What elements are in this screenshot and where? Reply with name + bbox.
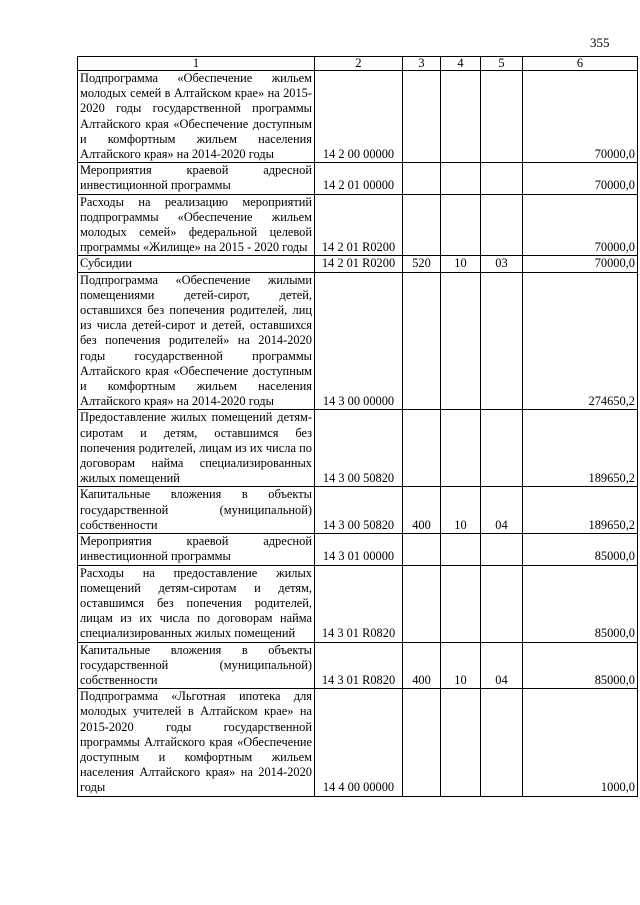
row-subsection: 03 bbox=[481, 256, 523, 272]
column-header: 3 bbox=[403, 57, 441, 71]
table-row bbox=[78, 410, 638, 487]
page-number: 355 bbox=[590, 35, 610, 50]
row-name: Расходы на предоставление жилых помещений детям-сиротам и детям, оставшимся без попечения родителей, лицам из их числа по договорам найма специализированных жилых помещений bbox=[78, 565, 315, 642]
table-row bbox=[78, 642, 638, 689]
row-expense-type bbox=[403, 194, 441, 256]
row-amount: 85000,0 bbox=[523, 565, 638, 642]
row-target-code: 14 3 00 50820 bbox=[315, 410, 403, 487]
row-amount: 70000,0 bbox=[523, 163, 638, 194]
row-section bbox=[441, 534, 481, 565]
row-expense-type bbox=[403, 689, 441, 796]
row-name: Мероприятия краевой адресной инвестиционной программы bbox=[78, 163, 315, 194]
row-target-code: 14 2 01 R0200 bbox=[315, 194, 403, 256]
row-subsection bbox=[481, 689, 523, 796]
table-row bbox=[78, 689, 638, 796]
row-expense-type bbox=[403, 71, 441, 163]
row-amount: 85000,0 bbox=[523, 642, 638, 689]
row-name: Предоставление жилых помещений детям-сиротам и детям, оставшимся без попечения родителей, лицам из их числа по договорам найма специализированных жилых помещений bbox=[78, 410, 315, 487]
table-body bbox=[78, 71, 638, 797]
table-header bbox=[78, 57, 638, 71]
table-row bbox=[78, 534, 638, 565]
row-name: Мероприятия краевой адресной инвестиционной программы bbox=[78, 534, 315, 565]
row-amount: 189650,2 bbox=[523, 410, 638, 487]
column-header: 4 bbox=[441, 57, 481, 71]
row-name: Капитальные вложения в объекты государственной (муниципальной) собственности bbox=[78, 487, 315, 534]
row-subsection bbox=[481, 565, 523, 642]
row-subsection: 04 bbox=[481, 487, 523, 534]
table-row bbox=[78, 256, 638, 272]
table-row bbox=[78, 194, 638, 256]
row-target-code: 14 3 01 R0820 bbox=[315, 565, 403, 642]
table-row bbox=[78, 272, 638, 410]
row-name: Подпрограмма «Обеспечение жильем молодых семей в Алтайском крае» на 2015-2020 годы государственной программы Алтайского края «Обеспечение доступным и комфортным жильем населения Алтайского края» на 2014-2020 годы bbox=[78, 71, 315, 163]
row-section bbox=[441, 71, 481, 163]
row-subsection: 04 bbox=[481, 642, 523, 689]
row-target-code: 14 2 00 00000 bbox=[315, 71, 403, 163]
row-section: 10 bbox=[441, 487, 481, 534]
row-target-code: 14 3 01 00000 bbox=[315, 534, 403, 565]
row-amount: 70000,0 bbox=[523, 71, 638, 163]
table-row bbox=[78, 487, 638, 534]
budget-table bbox=[77, 56, 638, 797]
row-section: 10 bbox=[441, 256, 481, 272]
row-target-code: 14 2 01 R0200 bbox=[315, 256, 403, 272]
row-name: Капитальные вложения в объекты государственной (муниципальной) собственности bbox=[78, 642, 315, 689]
row-section bbox=[441, 194, 481, 256]
row-subsection bbox=[481, 71, 523, 163]
row-name: Субсидии bbox=[78, 256, 315, 272]
row-section bbox=[441, 163, 481, 194]
row-subsection bbox=[481, 194, 523, 256]
row-expense-type: 520 bbox=[403, 256, 441, 272]
row-amount: 85000,0 bbox=[523, 534, 638, 565]
row-subsection bbox=[481, 272, 523, 410]
row-name: Подпрограмма «Обеспечение жилыми помещениями детей-сирот, детей, оставшихся без попечения родителей, лиц из числа детей-сирот и детей, оставшихся без попечения родителей» на 2014-2020 годы государственной программы Алтайского края «Обеспечение доступным и комфортным жильем населения Алтайского края» на 2014-2020 годы bbox=[78, 272, 315, 410]
row-subsection bbox=[481, 163, 523, 194]
header-row bbox=[78, 57, 638, 71]
row-target-code: 14 4 00 00000 bbox=[315, 689, 403, 796]
row-expense-type bbox=[403, 410, 441, 487]
row-section bbox=[441, 689, 481, 796]
column-header: 2 bbox=[315, 57, 403, 71]
table-row bbox=[78, 565, 638, 642]
row-target-code: 14 3 00 50820 bbox=[315, 487, 403, 534]
row-amount: 274650,2 bbox=[523, 272, 638, 410]
table-row bbox=[78, 163, 638, 194]
column-header: 6 bbox=[523, 57, 638, 71]
row-amount: 70000,0 bbox=[523, 256, 638, 272]
row-target-code: 14 3 00 00000 bbox=[315, 272, 403, 410]
row-expense-type: 400 bbox=[403, 642, 441, 689]
table-row bbox=[78, 71, 638, 163]
column-header: 5 bbox=[481, 57, 523, 71]
row-section: 10 bbox=[441, 642, 481, 689]
row-section bbox=[441, 272, 481, 410]
row-target-code: 14 2 01 00000 bbox=[315, 163, 403, 194]
row-expense-type bbox=[403, 534, 441, 565]
row-target-code: 14 3 01 R0820 bbox=[315, 642, 403, 689]
row-section bbox=[441, 565, 481, 642]
column-header: 1 bbox=[78, 57, 315, 71]
row-expense-type: 400 bbox=[403, 487, 441, 534]
row-subsection bbox=[481, 410, 523, 487]
row-subsection bbox=[481, 534, 523, 565]
row-name: Расходы на реализацию мероприятий подпрограммы «Обеспечение жильем молодых семей» федеральной целевой программы «Жилище» на 2015 - 2020 годы bbox=[78, 194, 315, 256]
row-section bbox=[441, 410, 481, 487]
row-amount: 70000,0 bbox=[523, 194, 638, 256]
row-amount: 189650,2 bbox=[523, 487, 638, 534]
row-expense-type bbox=[403, 163, 441, 194]
row-expense-type bbox=[403, 272, 441, 410]
row-amount: 1000,0 bbox=[523, 689, 638, 796]
row-expense-type bbox=[403, 565, 441, 642]
row-name: Подпрограмма «Льготная ипотека для молодых учителей в Алтайском крае» на 2015-2020 годы государственной программы Алтайского края «Обеспечение доступным и комфортным жильем населения Алтайского края» на 2014-2020 годы bbox=[78, 689, 315, 796]
